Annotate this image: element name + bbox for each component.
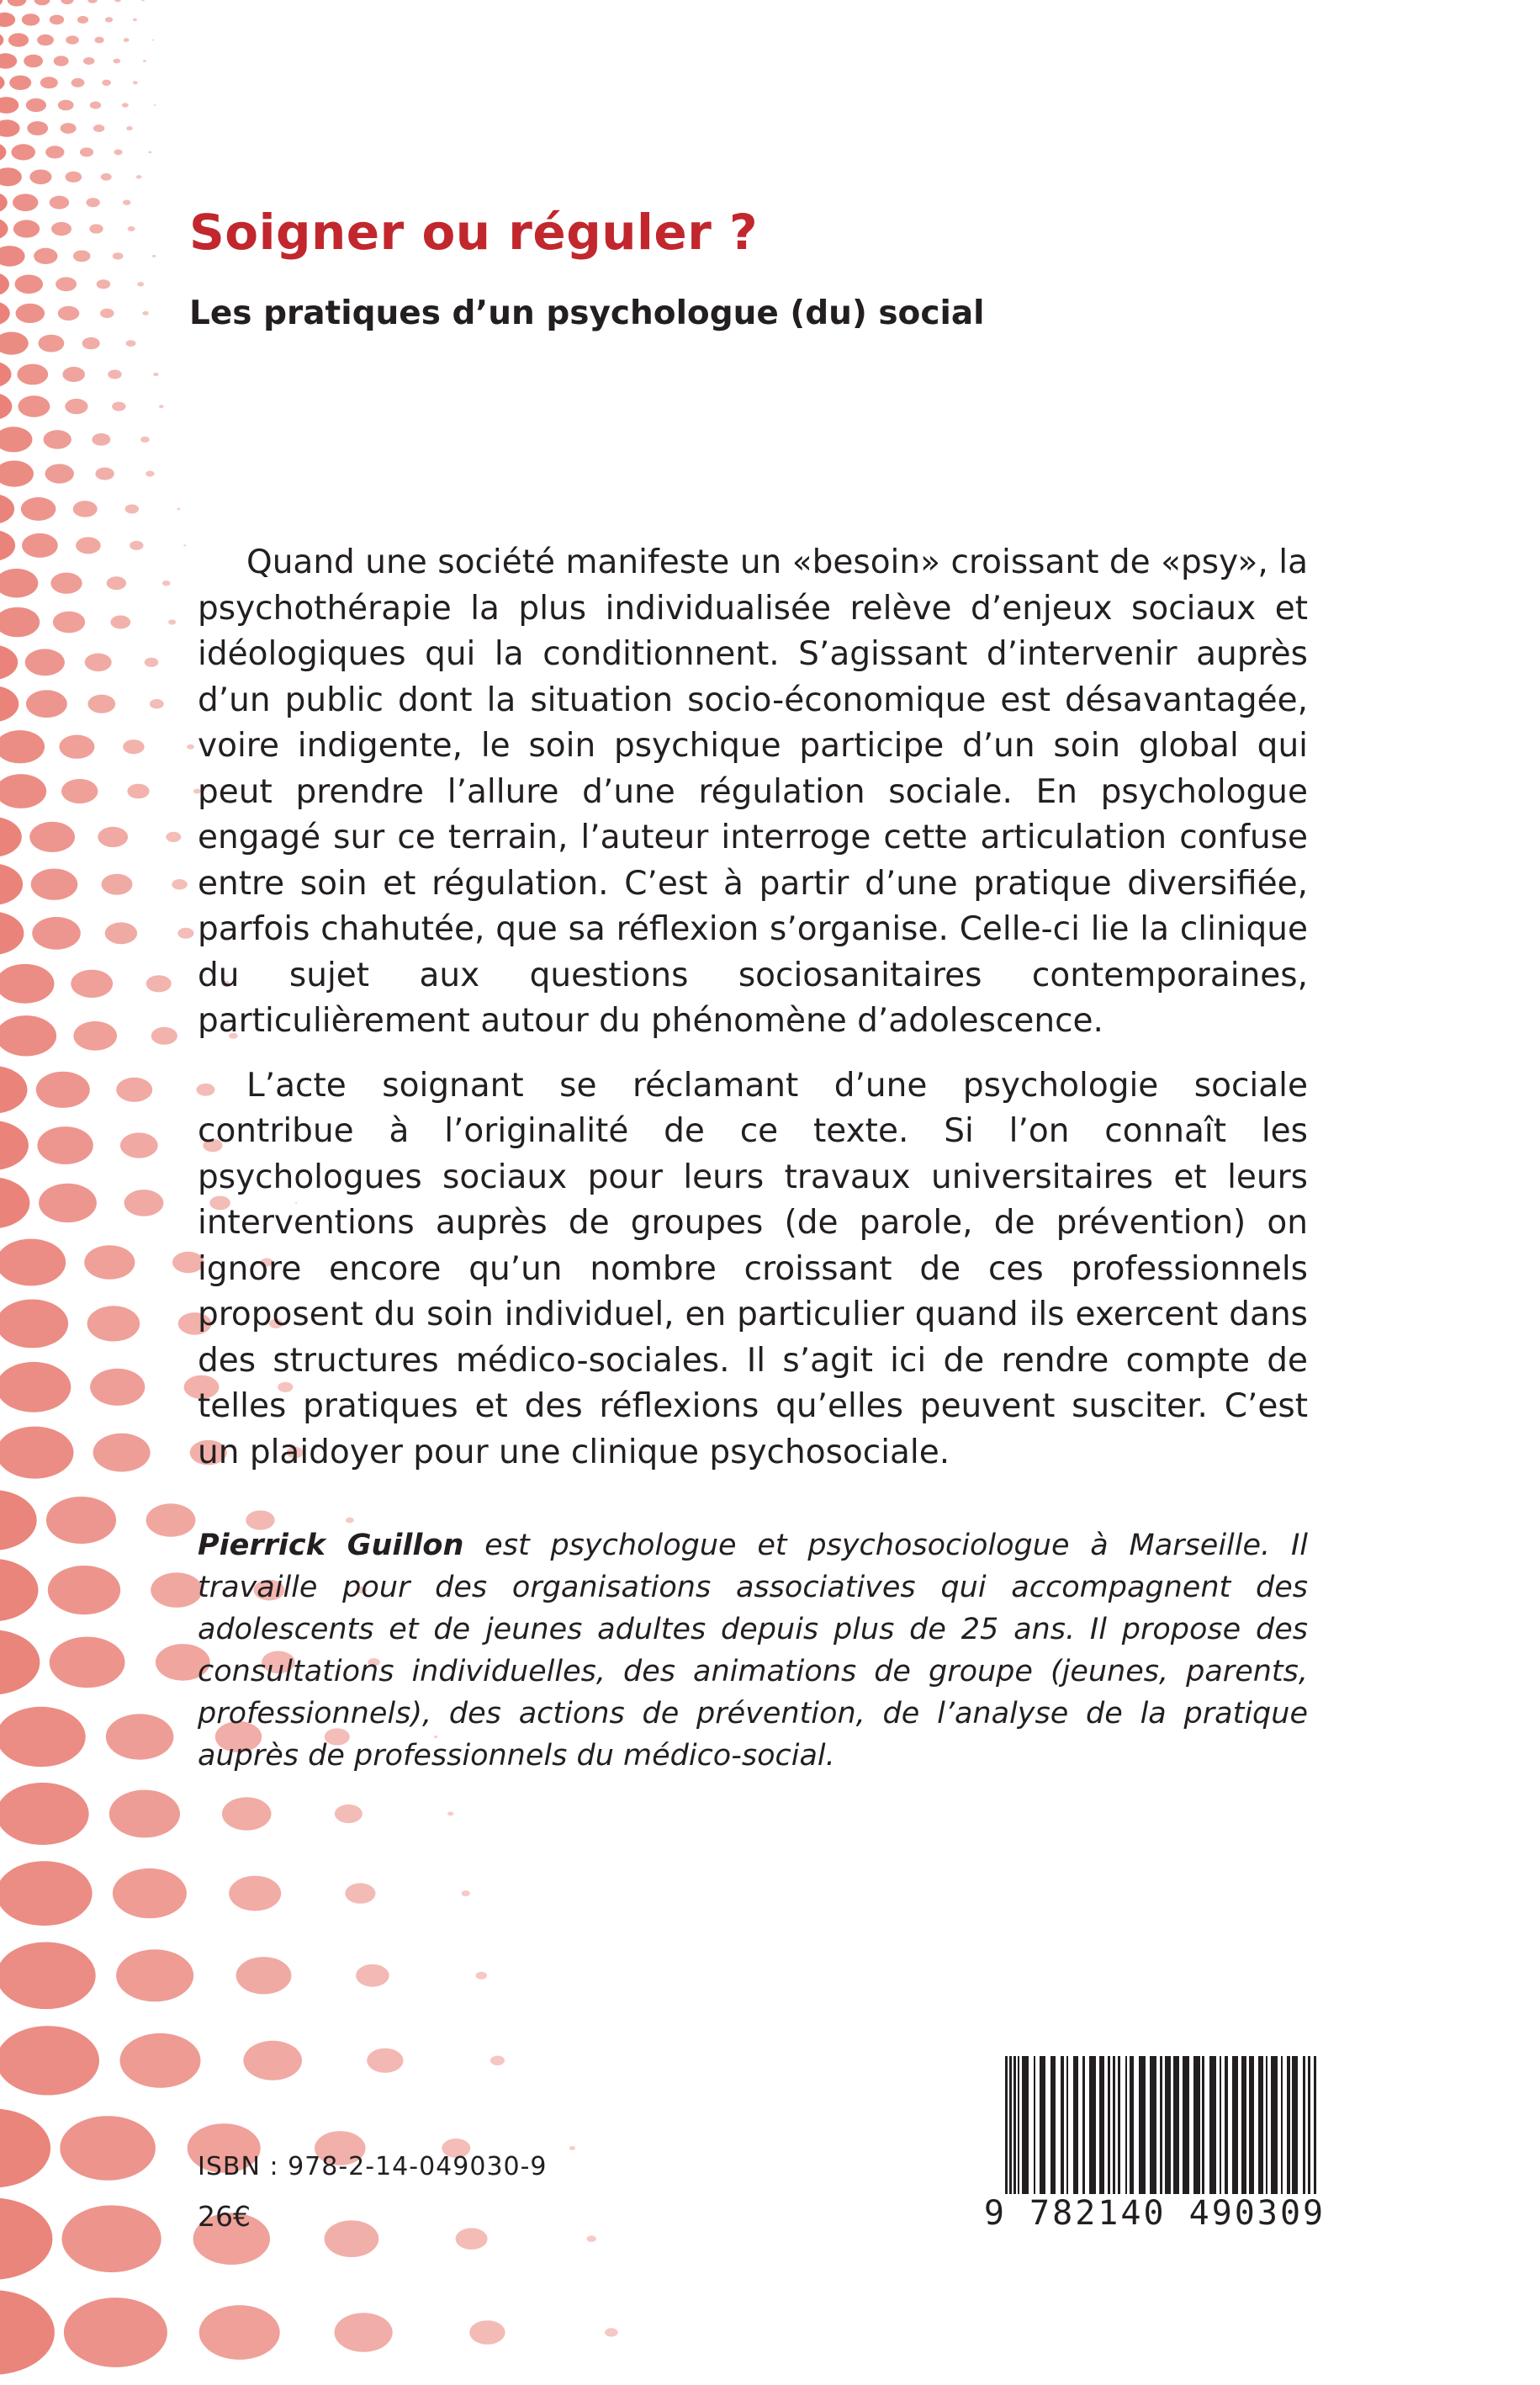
blurb-paragraph: L’acte soignant se réclamant d’une psychologie sociale contribue à l’originalité de ce texte. Si l’on connaît les psychologues sociaux pour leurs travaux universitaires et leurs interventions auprès de groupes (de parole, de prévention) on ignore encore qu’un nombre croissant de ces professionnels proposent du soin individuel, en particulier quand ils exercent dans des structures médico-sociales. Il s’agit ici de rendre compte de telles pratiques et des réflexions qu’elles peuvent susciter. C’est un plaidoyer pour une clinique psychosociale. [198, 1066, 1308, 1471]
barcode-bar [1061, 2056, 1064, 2199]
barcode-bar [1034, 2056, 1035, 2199]
price: 26€ [198, 2200, 251, 2233]
barcode-bar [1022, 2056, 1029, 2199]
barcode [978, 2053, 1331, 2246]
barcode-bar [1266, 2056, 1267, 2199]
barcode-bar [1130, 2056, 1134, 2199]
barcode-bar [1193, 2056, 1200, 2199]
author-bio-text: est psychologue et psychosociologue à Marseille. Il travaille pour des organisations associatives qui accompagnent des adolescents et de jeunes adultes depuis plus de 25 ans. Il propose des consultations individuelles, des animations de groupe (jeunes, parents, professionnels), des actions de prévention, de l’analyse de la pratique auprès de professionnels du médico-social. [198, 1529, 1308, 1773]
barcode-bar [1082, 2056, 1085, 2199]
isbn: ISBN : 978-2-14-049030-9 [198, 2152, 548, 2181]
barcode-bar [1099, 2056, 1104, 2199]
barcode-bar [1150, 2056, 1156, 2199]
barcode-bar [1220, 2056, 1221, 2199]
barcode-bar [1241, 2056, 1246, 2199]
author-bio [198, 1524, 1308, 1777]
barcode-bar [1113, 2056, 1115, 2199]
barcode-bar [1165, 2056, 1171, 2199]
barcode-bar [1173, 2056, 1179, 2199]
barcode-bar [1258, 2056, 1263, 2199]
barcode-bar [1287, 2056, 1290, 2199]
barcode-digits: 9 782140 490309 [978, 2194, 1331, 2233]
barcode-bar [1209, 2056, 1216, 2199]
barcode-bar [1249, 2056, 1254, 2199]
barcode-bar [1232, 2056, 1238, 2199]
barcode-bar [1018, 2056, 1019, 2199]
book-subtitle: Les pratiques d’un psychologue (du) social [189, 294, 985, 332]
barcode-bar [1139, 2056, 1146, 2199]
barcode-bar [1040, 2056, 1045, 2199]
barcode-bar [1292, 2056, 1298, 2199]
barcode-bar [1271, 2056, 1278, 2199]
blurb [198, 540, 1308, 1494]
barcode-bar [1281, 2056, 1283, 2199]
barcode-bar [1225, 2056, 1228, 2199]
blurb-paragraph: Quand une société manifeste un «besoin» croissant de «psy», la psychothérapie la plus individualisée relève d’enjeux sociaux et idéologiques qui la conditionnent. S’agissant d’intervenir auprès d’un public dont la situation socio-économique est désavantagée, voire indigente, le soin psychique participe d’un soin global qui peut prendre l’allure d’une régulation sociale. En psychologue engagé sur ce terrain, l’auteur interroge cette articulation confuse entre soin et régulation. C’est à partir d’une pratique diversifiée, parfois chahutée, que sa réflexion s’organise. Celle-ci lie la clinique du sujet aux questions sociosanitaires contemporaines, particulièrement autour du phénomène d’adolescence. [198, 543, 1308, 1040]
barcode-bar [1050, 2056, 1056, 2199]
barcode-bar [1202, 2056, 1204, 2199]
barcode-bar [1073, 2056, 1078, 2199]
barcode-bar [1118, 2056, 1120, 2199]
author-name: Pierrick Guillon [198, 1529, 464, 1562]
barcode-bar [1066, 2056, 1068, 2199]
barcode-bar [1183, 2056, 1189, 2199]
book-title: Soigner ou réguler ? [189, 204, 759, 261]
barcode-bar [1089, 2056, 1096, 2199]
barcode-bar [1125, 2056, 1127, 2199]
barcode-bar [1108, 2056, 1110, 2199]
